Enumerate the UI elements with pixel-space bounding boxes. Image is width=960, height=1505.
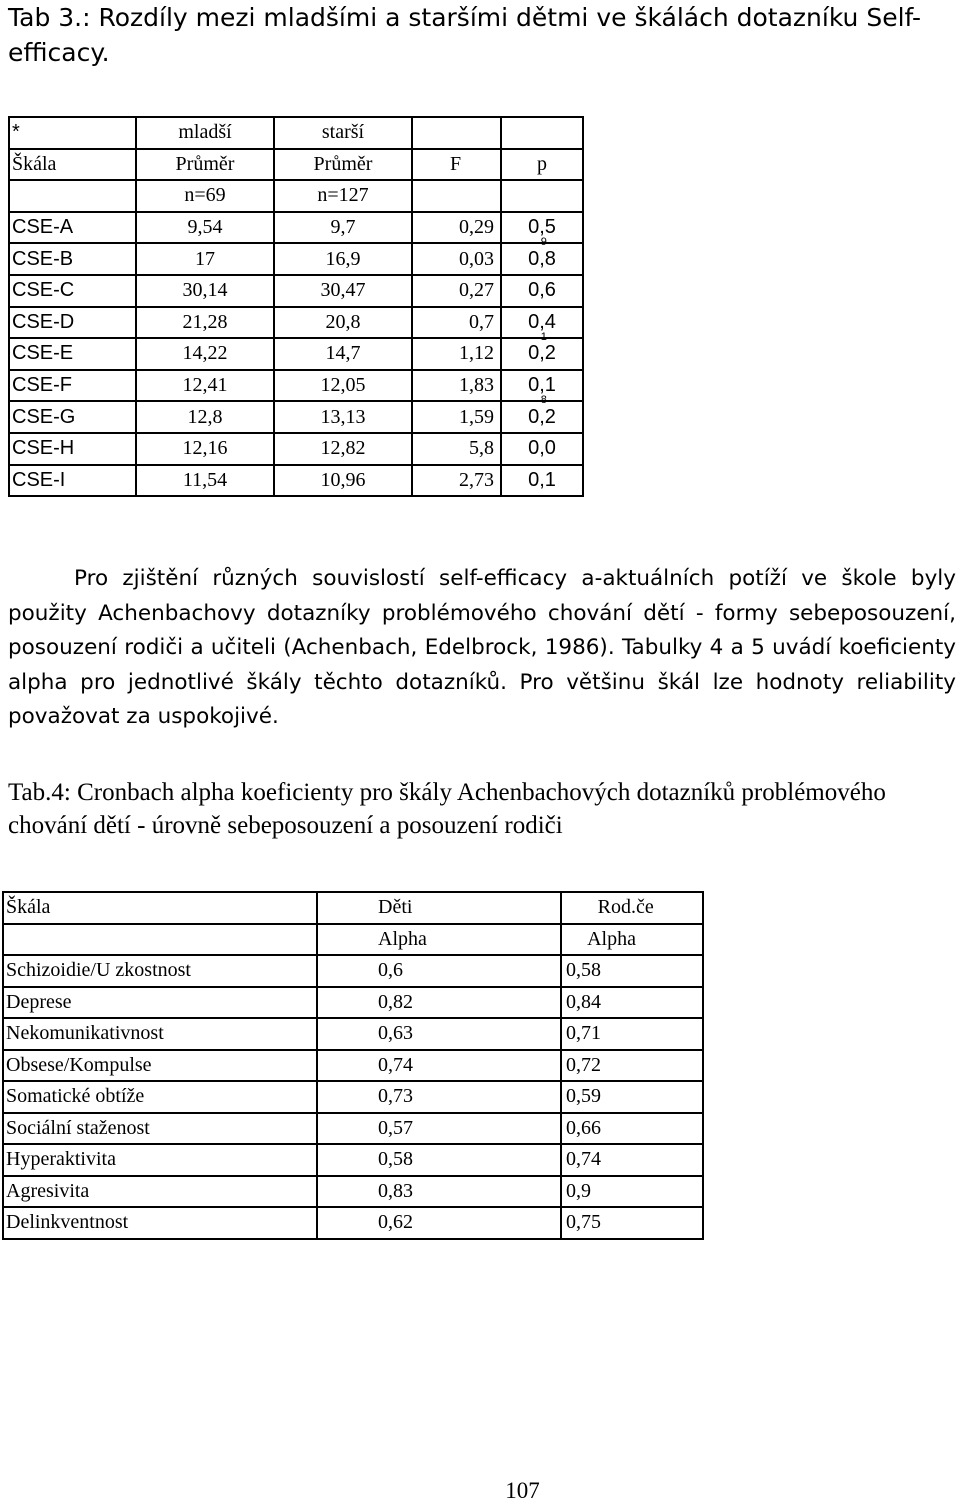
- header-cell: starší: [274, 117, 412, 149]
- scale-cell: CSE-H: [9, 433, 136, 465]
- children-alpha-cell: 0,73: [317, 1081, 561, 1113]
- old-mean-cell: 30,47: [274, 275, 412, 307]
- p-value-text: 0,5: [528, 216, 556, 239]
- old-mean-cell: 12,05: [274, 370, 412, 402]
- f-value-cell: 0,7: [412, 307, 501, 339]
- header-cell: n=127: [274, 180, 412, 212]
- table-row: [3, 987, 703, 1019]
- empty-cell: [636, 1081, 703, 1113]
- p-value-cell: [501, 401, 583, 433]
- old-mean-cell: 13,13: [274, 401, 412, 433]
- scale-cell: Deprese: [3, 987, 317, 1019]
- parents-alpha-cell: 0,66: [561, 1113, 636, 1145]
- young-mean-cell: 12,16: [136, 433, 274, 465]
- children-alpha-cell: 0,57: [317, 1113, 561, 1145]
- scale-cell: CSE-G: [9, 401, 136, 433]
- empty-cell: [636, 1113, 703, 1145]
- table-row: [9, 338, 583, 370]
- old-mean-cell: 12,82: [274, 433, 412, 465]
- children-alpha-cell: 0,83: [317, 1176, 561, 1208]
- parents-alpha-cell: 0,9: [561, 1176, 636, 1208]
- table-header-row: [9, 117, 583, 149]
- children-alpha-cell: 0,6: [317, 955, 561, 987]
- table-row: [3, 1144, 703, 1176]
- p-value-cell: [501, 243, 583, 275]
- old-mean-cell: 16,9: [274, 243, 412, 275]
- p-value-cell: [501, 338, 583, 370]
- scale-cell: CSE-E: [9, 338, 136, 370]
- f-value-cell: 1,83: [412, 370, 501, 402]
- empty-cell: [636, 1176, 703, 1208]
- header-cell: Děti: [317, 892, 561, 924]
- f-value-cell: 1,12: [412, 338, 501, 370]
- header-cell: Škála: [3, 892, 317, 924]
- empty-cell: [636, 1050, 703, 1082]
- f-value-cell: 0,29: [412, 212, 501, 244]
- empty-cell: [636, 1207, 703, 1239]
- old-mean-cell: 14,7: [274, 338, 412, 370]
- empty-cell: [636, 1144, 703, 1176]
- parents-alpha-cell: 0,59: [561, 1081, 636, 1113]
- header-cell: Průměr: [274, 149, 412, 181]
- header-cell: [636, 924, 703, 956]
- header-cell: Průměr: [136, 149, 274, 181]
- young-mean-cell: 30,14: [136, 275, 274, 307]
- scale-cell: Nekomunikativnost: [3, 1018, 317, 1050]
- empty-cell: [636, 1018, 703, 1050]
- p-value-overflow-digit: 9: [540, 236, 547, 249]
- header-cell: p: [501, 149, 583, 181]
- scale-cell: CSE-C: [9, 275, 136, 307]
- children-alpha-cell: 0,82: [317, 987, 561, 1019]
- young-mean-cell: 9,54: [136, 212, 274, 244]
- table-row: [9, 275, 583, 307]
- table-row: [3, 1113, 703, 1145]
- table-row: [9, 307, 583, 339]
- table3-caption: Tab 3.: Rozdíly mezi mladšími a staršími dětmi ve škálách dotazníku Self-efficacy.: [8, 3, 921, 67]
- young-mean-cell: 12,41: [136, 370, 274, 402]
- scale-cell: Somatické obtíže: [3, 1081, 317, 1113]
- p-value-text: 0,1: [528, 374, 556, 397]
- f-value-cell: 1,59: [412, 401, 501, 433]
- young-mean-cell: 11,54: [136, 465, 274, 497]
- p-value-cell: [501, 307, 583, 344]
- header-cell: [9, 180, 136, 212]
- p-value-overflow-digit: 8: [540, 394, 547, 407]
- old-mean-cell: 9,7: [274, 212, 412, 244]
- header-cell: *: [9, 117, 136, 149]
- scale-cell: Obsese/Kompulse: [3, 1050, 317, 1082]
- cronbach-alpha-table: [2, 891, 704, 1240]
- page-number: 107: [505, 1478, 540, 1503]
- parents-alpha-cell: 0,75: [561, 1207, 636, 1239]
- table-row: [3, 955, 703, 987]
- scale-cell: Schizoidie/U zkostnost: [3, 955, 317, 987]
- parents-alpha-cell: 0,72: [561, 1050, 636, 1082]
- f-value-cell: 5,8: [412, 433, 501, 465]
- table-row: [3, 1018, 703, 1050]
- young-mean-cell: 21,28: [136, 307, 274, 339]
- header-cell: če: [636, 892, 703, 924]
- parents-alpha-cell: 0,71: [561, 1018, 636, 1050]
- p-value-text: 0,2: [528, 405, 556, 428]
- young-mean-cell: 17: [136, 243, 274, 275]
- p-value-cell: [501, 465, 583, 497]
- table-header-row: [3, 924, 703, 956]
- f-value-cell: 0,27: [412, 275, 501, 307]
- scale-cell: Delinkventnost: [3, 1207, 317, 1239]
- scale-cell: Agresivita: [3, 1176, 317, 1208]
- header-cell: Alpha: [317, 924, 561, 956]
- scale-cell: Hyperaktivita: [3, 1144, 317, 1176]
- p-value-text: 0,6: [528, 279, 556, 302]
- header-cell: [3, 924, 317, 956]
- scale-cell: CSE-D: [9, 307, 136, 339]
- table-row: [9, 243, 583, 275]
- young-mean-cell: 14,22: [136, 338, 274, 370]
- header-cell: [501, 117, 583, 149]
- header-cell: n=69: [136, 180, 274, 212]
- scale-cell: Sociální staženost: [3, 1113, 317, 1145]
- table4-caption: Tab.4: Cronbach alpha koeficienty pro škály Achenbachových dotazníků problémového chování dětí - úrovně sebeposouzení a posouzení rodiči: [8, 779, 886, 839]
- p-value-cell: [501, 212, 583, 249]
- p-value-text: 0,8: [528, 247, 556, 270]
- header-cell: Alpha: [561, 924, 636, 956]
- old-mean-cell: 10,96: [274, 465, 412, 497]
- p-value-text: 0,0: [528, 437, 556, 460]
- parents-alpha-cell: 0,84: [561, 987, 636, 1019]
- p-value-text: 0,1: [528, 468, 556, 491]
- table-row: [9, 401, 583, 433]
- p-value-text: 0,2: [528, 342, 556, 365]
- table-row: [9, 433, 583, 465]
- header-cell: Rod.: [561, 892, 636, 924]
- p-value-cell: [501, 370, 583, 407]
- table-header-row: [9, 180, 583, 212]
- old-mean-cell: 20,8: [274, 307, 412, 339]
- scale-cell: CSE-A: [9, 212, 136, 244]
- table-row: [3, 1081, 703, 1113]
- header-cell: [412, 180, 501, 212]
- header-cell: Škála: [9, 149, 136, 181]
- header-cell: F: [412, 149, 501, 181]
- young-mean-cell: 12,8: [136, 401, 274, 433]
- scale-cell: CSE-F: [9, 370, 136, 402]
- children-alpha-cell: 0,74: [317, 1050, 561, 1082]
- table-header-row: [3, 892, 703, 924]
- header-cell: [412, 117, 501, 149]
- table-row: [9, 370, 583, 402]
- table-header-row: [9, 149, 583, 181]
- children-alpha-cell: 0,58: [317, 1144, 561, 1176]
- self-efficacy-table: [8, 116, 584, 497]
- p-value-cell: [501, 433, 583, 465]
- table-row: [3, 1207, 703, 1239]
- empty-cell: [636, 987, 703, 1019]
- f-value-cell: 0,03: [412, 243, 501, 275]
- p-value-cell: [501, 275, 583, 307]
- body-paragraph: [8, 562, 956, 735]
- parents-alpha-cell: 0,58: [561, 955, 636, 987]
- children-alpha-cell: 0,62: [317, 1207, 561, 1239]
- header-cell: mladší: [136, 117, 274, 149]
- parents-alpha-cell: 0,74: [561, 1144, 636, 1176]
- p-value-text: 0,4: [528, 310, 556, 333]
- f-value-cell: 2,73: [412, 465, 501, 497]
- empty-cell: [636, 955, 703, 987]
- header-cell: [501, 180, 583, 212]
- table-row: [3, 1050, 703, 1082]
- scale-cell: CSE-B: [9, 243, 136, 275]
- paragraph-text: Pro zjištění různých souvislostí self-efficacy a-aktuálních potíží ve škole byly použity Achenbachovy dotazníky problémového chování dětí - formy sebeposouzení, posouzení rodiči a učiteli (Achenbach, Edelbrock, 1986). Tabulky 4 a 5 uvádí koeficienty alpha pro jednotlivé škály těchto dotazníků. Pro většinu škál lze hodnoty reliability považovat za uspokojivé.: [8, 566, 956, 730]
- scale-cell: CSE-I: [9, 465, 136, 497]
- table-row: [3, 1176, 703, 1208]
- table-row: [9, 465, 583, 497]
- table-row: [9, 212, 583, 244]
- children-alpha-cell: 0,63: [317, 1018, 561, 1050]
- p-value-overflow-digit: 1: [540, 331, 547, 344]
